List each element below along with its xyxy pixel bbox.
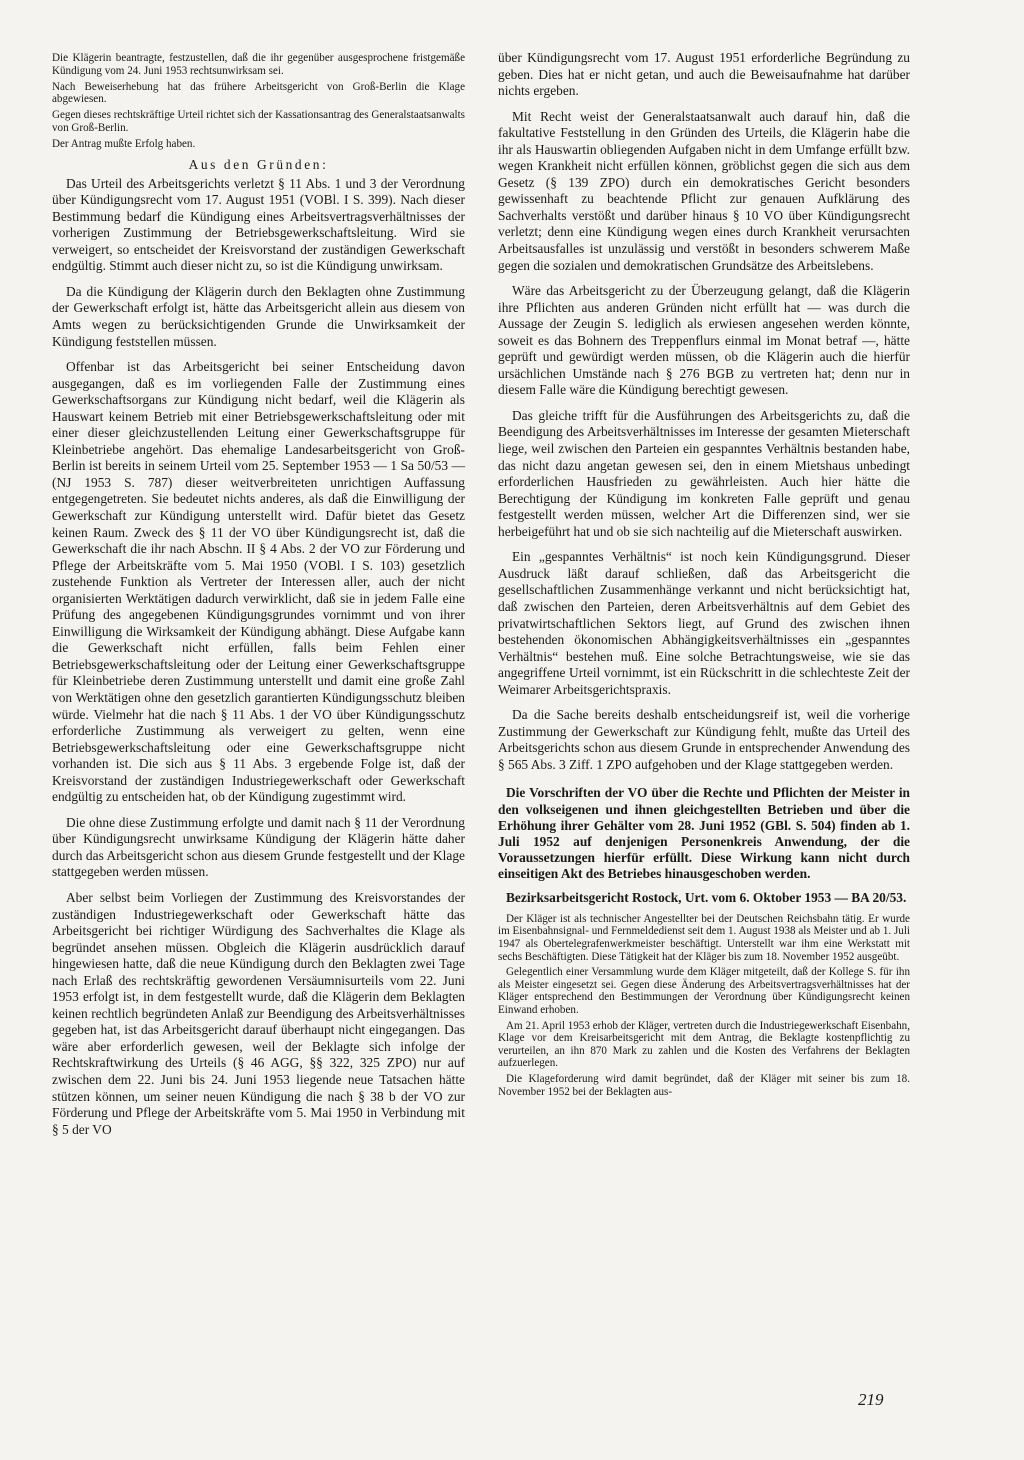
body-paragraph: Da die Sache bereits deshalb entscheidungsreif ist, weil die vorherige Zustimmung der Gewerkschaft zur Kündigung fehlt, mußte das Urteil des Arbeitsgerichts schon aus diesem Grunde in entsprechender Anwendung des § 565 Abs. 3 Ziff. 1 ZPO aufgehoben und der Klage stattgegeben werden. xyxy=(498,707,910,772)
body-paragraph: Wäre das Arbeitsgericht zu der Überzeugung gelangt, daß die Klägerin ihre Pflichten aus anderen Gründen nicht erfüllt hat — was durch die Aussage der Zeugin S. lediglich als erwiesen angesehen werden könnte, soweit es das Bohnern des Treppenflurs einmal im Monat betraf —, hätte geprüft und gewürdigt werden müssen, ob die Klägerin auch die hierfür ursächlichen Umstände nach § 276 BGB zu vertreten hat; denn nur in diesem Falle wäre die Kündigung berechtigt gewesen. xyxy=(498,283,910,398)
court-citation: Bezirksarbeitsgericht Rostock, Urt. vom 6. Oktober 1953 — BA 20/53. xyxy=(506,889,907,905)
body-paragraph: Mit Recht weist der Generalstaatsanwalt auch darauf hin, daß die fakultative Feststellung in den Gründen des Urteils, die Klägerin habe die ihr als Hauswartin obliegenden Aufgaben nicht in dem Umfange erfüllt bzw. wegen Krankheit nicht erfüllen können, gröblichst gegen die sich aus dem Gesetz (§ 139 ZPO) durch ein demokratisches Gericht besonders gewissenhaft zu beachtende Pflicht zur genauen Aufklärung des Sachverhalts verstößt und darüber hinaus § 10 VO über Kündigungsrecht verletzt; denn eine Kündigung wegen eines durch Krankheit verursachten Arbeitsausfalles ist unzulässig und verstößt in besonders schwerem Maße gegen die sozialen und demokratischen Grundsätze des Arbeitslebens. xyxy=(498,108,910,273)
intro-paragraph: Der Antrag mußte Erfolg haben. xyxy=(52,137,196,150)
facts-paragraph: Die Klageforderung wird damit begründet, daß der Kläger mit seiner bis zum 18. November 1952 bei der Beklagten aus- xyxy=(498,1072,910,1098)
body-paragraph: Da die Kündigung der Klägerin durch den Beklagten ohne Zustimmung der Gewerkschaft erfolgt ist, hätte das Arbeitsgericht allein aus diesem von Amts wegen zu berücksichtigenden Grunde die Unwirksamkeit der Kündigung feststellen müssen. xyxy=(52,283,465,349)
facts-paragraph: Der Kläger ist als technischer Angestellter bei der Deutschen Reichsbahn tätig. Er wurde im Eisenbahnsignal- und Fernmeldedienst seit dem 1. August 1938 als Meister und ab 1. Juli 1947 als Obertelegrafenwerkmeister beschäftigt. Unterstellt war ihm eine Werkstatt mit sechs Beschäftigten. Diese Tätigkeit hat der Kläger bis zum 18. November 1952 ausgeübt. xyxy=(498,912,910,963)
body-paragraph: Ein „gespanntes Verhältnis“ ist noch kein Kündigungsgrund. Dieser Ausdruck läßt darauf schließen, daß das Arbeitsgericht die gesellschaftlichen Zusammenhänge verkannt und nicht berücksichtigt hat, daß zwischen den Parteien, deren Arbeitsverhältnis auf dem Gebiet des privatwirtschaftlichen Sektors liegt, auf Grund des zwischen ihnen bestehenden ökonomischen Abhängigkeitsverhältnisses ein „gespanntes Verhältnis“ bestehen muß. Eine solche Betrachtungsweise, wie sie das angegriffene Urteil vornimmt, ist ein Rückschritt in die schlechteste Zeit der Weimarer Arbeitsgerichtspraxis. xyxy=(498,549,910,697)
page-number: 219 xyxy=(858,1390,884,1409)
headnote: Die Vorschriften der VO über die Rechte und Pflichten der Meister in den volkseigenen und ihnen gleichgestellten Betrieben und über die Erhöhung ihrer Gehälter vom 28. Juni 1952 (GBl. S. 504) finden ab 1. Juli 1952 auf denjenigen Personenkreis Anwendung, der die Voraussetzungen hierfür erfüllt. Diese Wirkung kann nicht durch einseitigen Akt des Betriebes hinausgeschoben werden. xyxy=(498,785,910,882)
body-paragraph: über Kündigungsrecht vom 17. August 1951 erforderliche Begründung zu geben. Dies hat er nicht getan, und auch die Beweisaufnahme hat darüber nichts ergeben. xyxy=(498,50,910,99)
intro-paragraph: Die Klägerin beantragte, festzustellen, daß die ihr gegenüber ausgesprochene fristgemäße Kündigung vom 24. Juni 1953 rechtsunwirksam sei. xyxy=(52,52,465,77)
left-column xyxy=(52,52,465,1147)
intro-paragraph: Nach Beweiserhebung hat das frühere Arbeitsgericht von Groß-Berlin die Klage abgewiesen. xyxy=(52,80,465,106)
section-heading: Aus den Gründen: xyxy=(188,156,329,172)
intro-paragraph: Gegen dieses rechtskräftige Urteil richtet sich der Kassationsantrag des Generalstaatsanwalts von Groß-Berlin. xyxy=(52,109,465,134)
body-paragraph: Das Urteil des Arbeitsgerichts verletzt § 11 Abs. 1 und 3 der Verordnung über Kündigungsrecht vom 17. August 1951 (VOBl. I S. 399). Nach dieser Bestimmung bedarf die Kündigung eines Arbeitsvertragsverhältnisses der vorherigen Zustimmung der Betriebsgewerkschaftsleitung. Wird sie verweigert, so entscheidet der Kreisvorstand der zuständigen Gewerkschaft endgültig. Stimmt auch dieser nicht zu, so ist die Kündigung unwirksam. xyxy=(52,175,465,274)
facts-paragraph: Gelegentlich einer Versammlung wurde dem Kläger mitgeteilt, daß der Kollege S. für ihn als Meister eingesetzt sei. Gegen diese Änderung des Arbeitsvertragsverhältnisses hat der Kläger entsprechend den Bestimmungen der Verordnung über Kündigungsrecht keinen Einwand erhoben. xyxy=(498,966,910,1016)
facts-paragraph: Am 21. April 1953 erhob der Kläger, vertreten durch die Industriegewerkschaft Eisenbahn, Klage vor dem Kreisarbeitsgericht mit dem Antrag, die Beklagte kostenpflichtig zu verurteilen, an ihn 870 Mark zu zahlen und die Kosten des Verfahrens der Beklagten aufzuerlegen. xyxy=(498,1019,910,1070)
right-column xyxy=(498,50,910,1101)
body-paragraph: Die ohne diese Zustimmung erfolgte und damit nach § 11 der Verordnung über Kündigungsrecht unwirksame Kündigung der Klägerin hätte daher durch das Arbeitsgericht schon aus diesem Grunde festgestellt und der Klage stattgegeben werden müssen. xyxy=(52,814,465,880)
body-paragraph: Aber selbst beim Vorliegen der Zustimmung des Kreisvorstandes der zuständigen Industriegewerkschaft oder Gewerkschaft hätte das Arbeitsgericht bei richtiger Würdigung des Sachverhaltes die Klage als begründet ansehen müssen. Obgleich die Klägerin ausdrücklich darauf hingewiesen hatte, daß die neue Kündigung durch den Beklagten zwei Tage nach Erlaß des rechtskräftig gewordenen Versäumnisurteils vom 22. Juni 1953 erfolgt ist, in dem festgestellt wurde, daß die Klägerin dem Beklagten keinen rechtlich begründeten Anlaß zur Beendigung des Arbeitsverhältnisses gegeben hat, ist das Arbeitsgericht darauf überhaupt nicht eingegangen. Das wäre aber erforderlich gewesen, weil der Beklagte sich infolge der Rechtskraftwirkung des Urteils (§ 46 AGG, §§ 322, 325 ZPO) nur auf zwischen dem 22. Juni bis 24. Juni 1953 liegende neue Tatsachen hätte stützen können, um seiner neuen Kündigung die nach § 38 b der VO zur Förderung und Pflege der Arbeitskräfte vom 5. Mai 1950 in Verbindung mit § 5 der VO xyxy=(52,890,465,1137)
body-paragraph: Offenbar ist das Arbeitsgericht bei seiner Entscheidung davon ausgegangen, daß es im vorliegenden Falle der Zustimmung eines Gewerkschaftsorgans zur Kündigung nicht bedarf, weil die Klägerin als Hauswart keinem Betrieb mit einer Betriebsgewerkschaftsleitung oder mit einer dieser gleichzustellenden Leitung einer Gewerkschaftsgruppe für Kleinbetriebe angehört. Das ehemalige Landesarbeitsgericht von Groß-Berlin ist bereits in seinem Urteil vom 25. September 1953 — 1 Sa 50/53 — (NJ 1953 S. 787) dieser weitverbreiteten unrichtigen Auffassung entgegengetreten. Sie bedeutet nichts anderes, als daß die Einwilligung der Gewerkschaft zur Kündigung unterstellt wird. Dafür bietet das Gesetz keinen Raum. Zweck des § 11 der VO über Kündigungsrecht ist, daß die Gewerkschaft die ihr nach Abschn. II § 4 Abs. 2 der VO zur Förderung und Pflege der Arbeitskräfte vom 5. Mai 1950 (VOBl. I S. 103) gesetzlich zustehende Funktion als Vertreter der Interessen aller, auch der nicht organisierten Werktätigen dadurch verwirklicht, daß sie in jedem Falle eine Prüfung des angegebenen Kündigungsgrundes vornimmt und von ihrer Einwilligung die Wirksamkeit der Kündigung abhängt. Diese Aufgabe kann die Gewerkschaft nicht erfüllen, falls beim Fehlen einer Betriebsgewerkschaftsleitung oder der Leitung einer Gewerkschaftsgruppe für Kleinbetriebe deren Zustimmung unterstellt und damit eine große Zahl von Werktätigen ohne den gesetzlich garantierten Kündigungsschutz bleiben würde. Vielmehr hat die nach § 11 Abs. 1 der VO über Kündigungsschutz erforderliche Zustimmung als verweigert zu gelten, wenn eine Betriebsgewerkschaftsleitung oder eine Gewerkschaftsgruppe nicht vorhanden ist. Die sich aus § 11 Abs. 3 ergebende Folge ist, daß der Kreisvorstand der zuständigen Industriegewerkschaft oder Gewerkschaft endgültig zu entscheiden hat, ob der Kündigung zugestimmt wird. xyxy=(52,359,465,805)
body-paragraph: Das gleiche trifft für die Ausführungen des Arbeitsgerichts zu, daß die Beendigung des Arbeitsverhältnisses im Interesse der gesamten Mieterschaft liege, weil zwischen den Parteien ein gespanntes Verhältnis bestanden habe, das nicht dazu angetan gewesen sei, den in einem Mietshaus unbedingt erforderlichen Hausfrieden zu gewährleisten. Auch hier hätte die Berechtigung der Kündigung im konkreten Falle geprüft und genau festgestellt werden müssen, welcher Art die Differenzen sind, wer sie herbeigeführt hat und ob sie sich nachteilig auf die Mieterschaft auswirken. xyxy=(498,407,910,539)
